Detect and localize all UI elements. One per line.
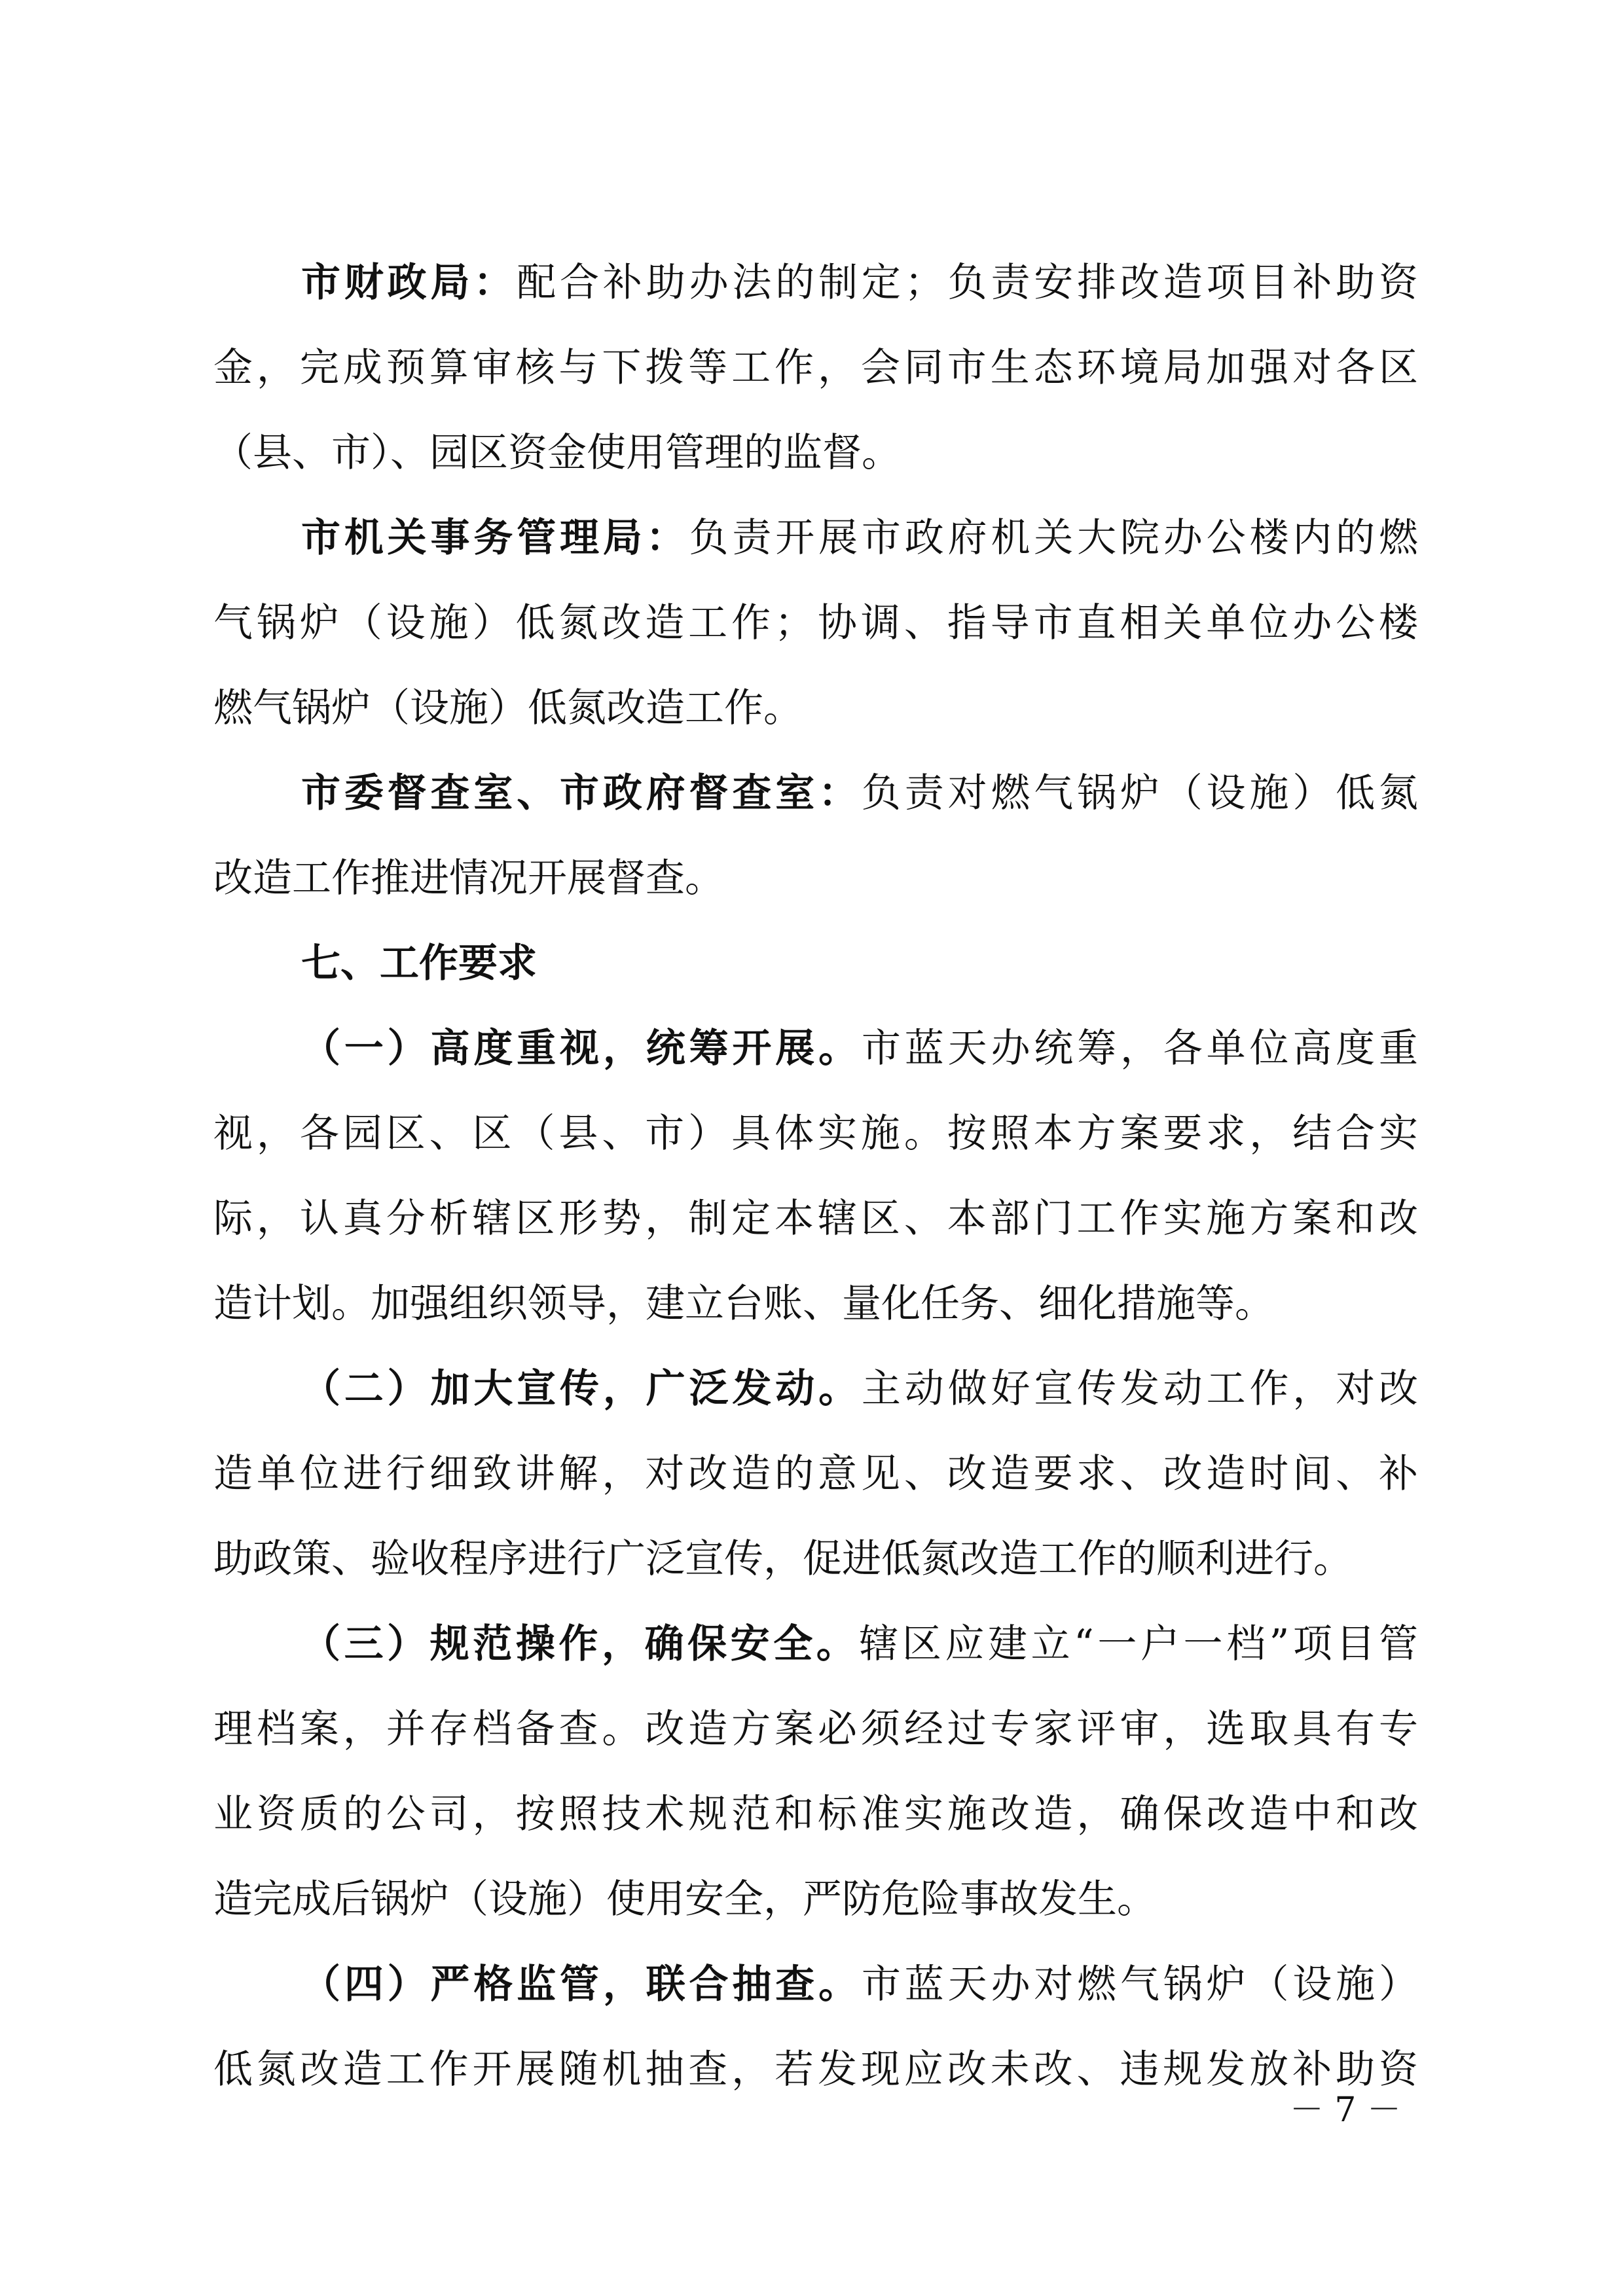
line-text: 业资质的公司，按照技术规范和标准实施改造，确保改造中和改 <box>213 1791 1418 1837</box>
paragraph-line <box>301 1350 1418 1428</box>
section-heading-text: 七、工作要求 <box>301 941 537 986</box>
paragraph-line <box>301 243 1418 322</box>
paragraph-line <box>213 1775 1418 1854</box>
paragraph-line <box>213 839 1418 918</box>
line-text: 燃气锅炉（设施）低氮改造工作。 <box>213 685 803 731</box>
line-text: 造单位进行细致讲解，对改造的意见、改造要求、改造时间、补 <box>213 1451 1418 1497</box>
line-text: 主动做好宣传发动工作，对改 <box>861 1366 1418 1412</box>
subsection-heading: （一）高度重视，统筹开展。 <box>301 1026 862 1071</box>
line-text: 助政策、验收程序进行广泛宣传，促进低氮改造工作的顺利进行。 <box>213 1536 1353 1582</box>
line-text: 低氮改造工作开展随机抽查，若发现应改未改、违规发放补助资 <box>213 2047 1418 2092</box>
paragraph-line <box>213 1179 1418 1258</box>
paragraph-line <box>213 1520 1418 1598</box>
line-text: 造完成后锅炉（设施）使用安全，严防危险事故发生。 <box>213 1876 1156 1922</box>
paragraph-line <box>213 1265 1418 1343</box>
paragraph-line <box>301 1605 1418 1683</box>
line-text: 际，认真分析辖区形势，制定本辖区、本部门工作实施方案和改 <box>213 1196 1418 1242</box>
subsection-heading: （三）规范操作，确保安全。 <box>301 1621 860 1667</box>
paragraph-line <box>213 1094 1418 1173</box>
line-text: 理档案，并存档备查。改造方案必须经过专家评审，选取具有专 <box>213 1706 1418 1752</box>
department-heading: 市财政局： <box>301 260 517 306</box>
paragraph-line <box>213 414 1418 492</box>
line-text: 辖区应建立“一户一档”项目管 <box>859 1621 1418 1667</box>
page-number: － 7 － <box>1289 2090 1401 2130</box>
line-text: 气锅炉（设施）低氮改造工作；协调、指导市直相关单位办公楼 <box>213 600 1418 646</box>
line-text: 市蓝天办统筹，各单位高度重 <box>861 1026 1418 1071</box>
paragraph-line <box>213 1860 1418 1939</box>
line-text: 负责开展市政府机关大院办公楼内的燃 <box>689 515 1418 561</box>
paragraph-line <box>301 754 1418 833</box>
paragraph-line <box>213 329 1418 407</box>
department-heading: 市委督查室、市政府督查室： <box>301 770 862 816</box>
paragraph-line <box>301 1009 1418 1088</box>
line-text: 造计划。加强组织领导，建立台账、量化任务、细化措施等。 <box>213 1281 1274 1327</box>
paragraph-line <box>213 1435 1418 1513</box>
paragraph-line <box>301 499 1418 577</box>
line-text: 配合补助办法的制定；负责安排改造项目补助资 <box>517 260 1418 306</box>
line-text: 负责对燃气锅炉（设施）低氮 <box>861 770 1418 816</box>
line-text: 市蓝天办对燃气锅炉（设施） <box>861 1962 1418 2007</box>
section-heading <box>301 924 1418 1003</box>
paragraph-line <box>213 669 1418 747</box>
subsection-heading: （二）加大宣传，广泛发动。 <box>301 1366 862 1412</box>
paragraph-line <box>213 584 1418 662</box>
line-text: （县、市）、园区资金使用管理的监督。 <box>213 430 901 476</box>
department-heading: 市机关事务管理局： <box>301 515 689 561</box>
line-text: 改造工作推进情况开展督查。 <box>213 855 724 901</box>
paragraph-line <box>213 2030 1418 2109</box>
paragraph-line <box>301 1945 1418 2024</box>
paragraph-line <box>213 1690 1418 1768</box>
line-text: 金，完成预算审核与下拨等工作，会同市生态环境局加强对各区 <box>213 345 1418 391</box>
subsection-heading: （四）严格监管，联合抽查。 <box>301 1962 862 2007</box>
line-text: 视，各园区、区（县、市）具体实施。按照本方案要求，结合实 <box>213 1111 1418 1157</box>
